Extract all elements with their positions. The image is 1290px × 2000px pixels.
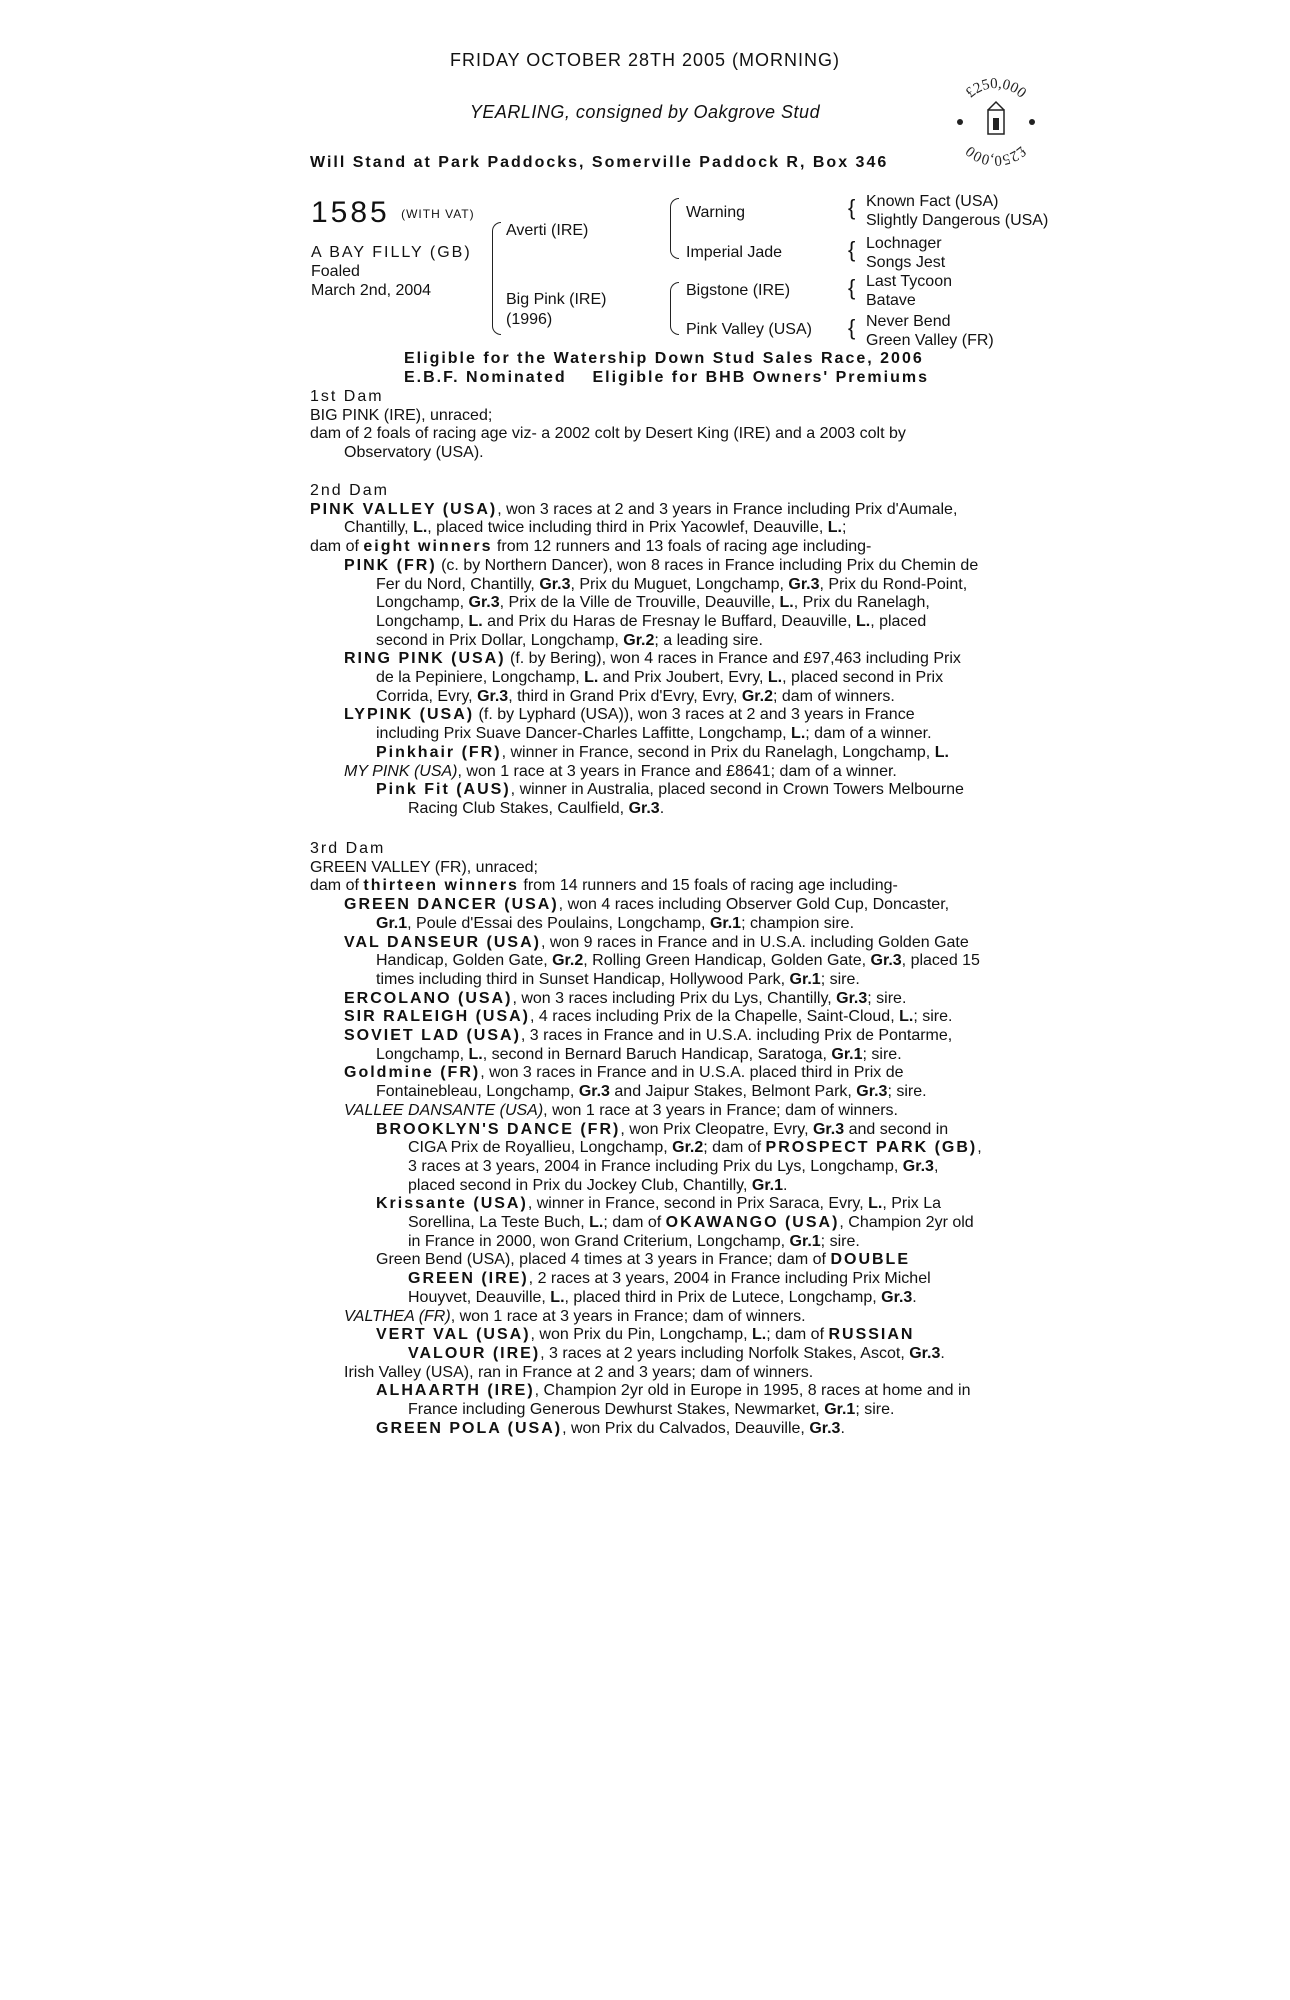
- sire-dam-brace-top: [492, 222, 501, 235]
- pedigree-dam-dam: Pink Valley (USA): [686, 321, 812, 338]
- produce-my-pink: MY PINK (USA), won 1 race at 3 years in France and £8641; dam of a winner.: [344, 762, 897, 780]
- sire-dam-brace-bottom: [492, 322, 501, 335]
- sire-parents-brace-bottom: [670, 246, 679, 259]
- pedigree-dss: Last Tycoon: [866, 273, 952, 290]
- pedigree-sire: Averti (IRE): [506, 222, 589, 239]
- second-dam-produce-intro: dam of eight winners from 12 runners and 13 foals of racing age including-: [310, 538, 872, 556]
- first-dam-title: 1st Dam: [310, 388, 384, 405]
- brace-glyph-3: {: [848, 275, 856, 300]
- produce-ercolano: ERCOLANO (USA), won 3 races including Prix du Lys, Chantilly, Gr.3; sire.: [344, 989, 907, 1007]
- pedigree-sss: Known Fact (USA): [866, 193, 999, 210]
- pedigree-dam: Big Pink (IRE): [506, 291, 607, 308]
- svg-text:£250,000: £250,000: [962, 142, 1030, 169]
- produce-sir-raleigh: SIR RALEIGH (USA), 4 races including Prix de la Chapelle, Saint-Cloud, L.; sire.: [344, 1008, 953, 1026]
- dam-parents-brace-top: [670, 282, 679, 295]
- produce-goldmine: Goldmine (FR), won 3 races in France and in U.S.A. placed third in Prix de Fontainebleau, Longchamp, Gr.3 and Jaipur Stakes, Belmont Park, Gr.3; sire.: [344, 1064, 927, 1101]
- stand-location: Will Stand at Park Paddocks, Somerville Paddock R, Box 346: [310, 154, 889, 171]
- pedigree-dds: Never Bend: [866, 313, 951, 330]
- eligibility-line-1: Eligible for the Watership Down Stud Sales Race, 2006: [404, 350, 924, 367]
- sire-dam-brace-bar: [492, 234, 493, 322]
- produce-lypink: LYPINK (USA) (f. by Lyphard (USA)), won 3 races at 2 and 3 years in France including Prix Suave Dancer-Charles Laffitte, Longchamp, L.; dam of a winner.: [344, 706, 932, 743]
- produce-green-bend: Green Bend (USA), placed 4 times at 3 years in France; dam of DOUBLE GREEN (IRE), 2 races at 3 years, 2004 in France including Prix Michel Houyvet, Deauville, L., placed third in Prix de Lutece, Longchamp, Gr.3.: [376, 1251, 931, 1306]
- produce-valthea: VALTHEA (FR), won 1 race at 3 years in France; dam of winners.: [344, 1307, 806, 1325]
- pedigree-dsd: Batave: [866, 292, 916, 309]
- foaled-date: March 2nd, 2004: [311, 282, 432, 299]
- lot-number: 1585 (WITH VAT): [311, 196, 475, 229]
- pedigree-sire-sire: Warning: [686, 204, 745, 221]
- produce-pinkhair: Pinkhair (FR), winner in France, second in Prix du Ranelagh, Longchamp, L.: [376, 743, 949, 761]
- consignor-line: YEARLING, consigned by Oakgrove Stud: [469, 102, 821, 122]
- third-dam-produce-intro: dam of thirteen winners from 14 runners and 15 foals of racing age including-: [310, 877, 898, 895]
- third-dam-name: GREEN VALLEY (FR), unraced;: [310, 858, 538, 876]
- produce-brooklyns-dance: BROOKLYN'S DANCE (FR), won Prix Cleopatre, Evry, Gr.3 and second in CIGA Prix de Royallieu, Longchamp, Gr.2; dam of PROSPECT PARK (GB), 3 races at 3 years, 2004 in France including Prix du Lys, Longchamp, Gr.3, placed second in Prix du Jockey Club, Chantilly, Gr.1.: [376, 1120, 982, 1194]
- brace-glyph-2: {: [848, 237, 856, 262]
- brace-glyph-4: {: [848, 315, 856, 340]
- second-dam-name: PINK VALLEY (USA), won 3 races at 2 and 3 years in France including Prix d'Aumale, Chantilly, L., placed twice including third in Prix Yacowlef, Deauville, L.;: [310, 500, 958, 537]
- dam-parents-brace-bottom: [670, 322, 679, 335]
- vat-note: (WITH VAT): [401, 207, 475, 222]
- pedigree-sire-dam: Imperial Jade: [686, 244, 783, 261]
- svg-text:£250,000: £250,000: [962, 75, 1030, 102]
- third-dam-section: [310, 840, 982, 1439]
- second-dam-section: [310, 482, 982, 819]
- produce-green-dancer: GREEN DANCER (USA), won 4 races including Observer Gold Cup, Doncaster, Gr.1, Poule d'Essai des Poulains, Longchamp, Gr.1; champion sire.: [344, 896, 950, 932]
- produce-vallee-dansante: VALLEE DANSANTE (USA), won 1 race at 3 years in France; dam of winners.: [344, 1101, 898, 1119]
- price-stamp-logo: [946, 72, 1046, 172]
- third-dam-title: 3rd Dam: [310, 840, 386, 857]
- eligibility-line-2: E.B.F. Nominated Eligible for BHB Owners' Premiums: [404, 369, 929, 386]
- produce-ring-pink: RING PINK (USA) (f. by Bering), won 4 races in France and £97,463 including Prix de la Pepiniere, Longchamp, L. and Prix Joubert, Evry, L., placed second in Prix Corrida, Evry, Gr.3, third in Grand Prix d'Evry, Evry, Gr.2; dam of winners.: [344, 650, 961, 705]
- pedigree-sds: Lochnager: [866, 235, 942, 252]
- produce-green-pola: GREEN POLA (USA), won Prix du Calvados, Deauville, Gr.3.: [376, 1419, 845, 1437]
- pedigree-dam-year: (1996): [506, 311, 553, 328]
- pedigree-sdd: Songs Jest: [866, 254, 946, 271]
- pedigree-ddd: Green Valley (FR): [866, 332, 994, 349]
- second-dam-title: 2nd Dam: [310, 482, 389, 499]
- produce-alhaarth: ALHAARTH (IRE), Champion 2yr old in Europe in 1995, 8 races at home and in France including Generous Dewhurst Stakes, Newmarket, Gr.1; sire.: [376, 1382, 971, 1419]
- sale-date-heading: FRIDAY OCTOBER 28TH 2005 (MORNING): [449, 50, 841, 70]
- brace-glyph-1: {: [848, 195, 856, 220]
- first-dam-produce: dam of 2 foals of racing age viz- a 2002 colt by Desert King (IRE) and a 2003 colt by Observatory (USA).: [310, 425, 906, 462]
- produce-pink-fit: Pink Fit (AUS), winner in Australia, placed second in Crown Towers Melbourne Racing Club Stakes, Caulfield, Gr.3.: [376, 781, 964, 817]
- produce-soviet-lad: SOVIET LAD (USA), 3 races in France and in U.S.A. including Prix de Pontarme, Longchamp, L., second in Bernard Baruch Handicap, Saratoga, Gr.1; sire.: [344, 1027, 953, 1063]
- produce-val-danseur: VAL DANSEUR (USA), won 9 races in France and in U.S.A. including Golden Gate Handicap, Golden Gate, Gr.2, Rolling Green Handicap, Golden Gate, Gr.3, placed 15 times including third in Sunset Handicap, Hollywood Park, Gr.1; sire.: [344, 933, 980, 988]
- first-dam-section: [310, 388, 982, 463]
- pedigree-ssd: Slightly Dangerous (USA): [866, 212, 1049, 229]
- produce-pink: PINK (FR) (c. by Northern Dancer), won 8 races in France including Prix du Chemin de Fer du Nord, Chantilly, Gr.3, Prix du Muguet, Longchamp, Gr.3, Prix du Rond-Point, Longchamp, Gr.3, Prix de la Ville de Trouville, Deauville, L., Prix du Ranelagh, Longchamp, L. and Prix du Haras de Fresnay le Buffard, Deauville, L., placed second in Prix Dollar, Longchamp, Gr.2; a leading sire.: [344, 556, 979, 649]
- produce-vert-val: VERT VAL (USA), won Prix du Pin, Longchamp, L.; dam of RUSSIAN VALOUR (IRE), 3 races at 2 years including Norfolk Stakes, Ascot, Gr.3.: [376, 1326, 945, 1362]
- sire-parents-brace-top: [670, 198, 679, 211]
- produce-irish-valley: Irish Valley (USA), ran in France at 2 and 3 years; dam of winners.: [344, 1363, 814, 1381]
- first-dam-name: BIG PINK (IRE), unraced;: [310, 406, 493, 424]
- sire-parents-brace-bar: [670, 210, 671, 246]
- horse-description: A BAY FILLY (GB): [311, 244, 472, 261]
- produce-krissante: Krissante (USA), winner in France, second in Prix Saraca, Evry, L., Prix La Sorellina, La Teste Buch, L.; dam of OKAWANGO (USA), Champion 2yr old in France in 2000, won Grand Criterium, Longchamp, Gr.1; sire.: [376, 1195, 974, 1250]
- pedigree-dam-sire: Bigstone (IRE): [686, 282, 791, 299]
- dam-parents-brace-bar: [670, 294, 671, 322]
- foaled-label: Foaled: [311, 263, 360, 280]
